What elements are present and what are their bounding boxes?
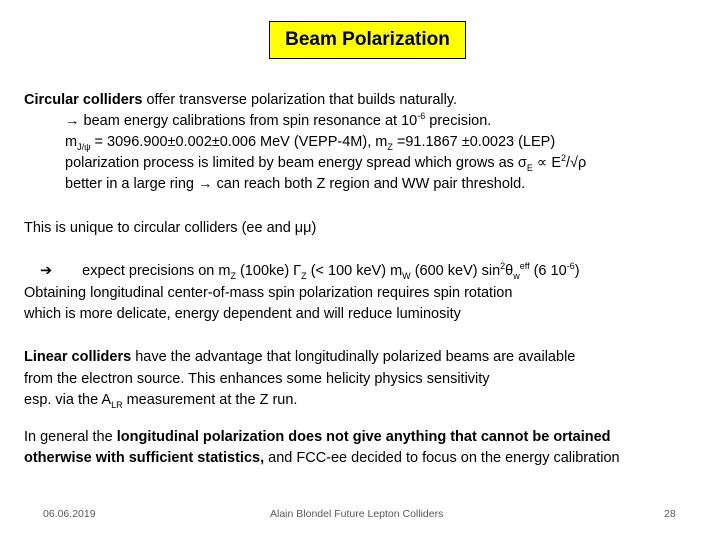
expected-precisions-line: ➔ expect precisions on $m_Z$ (100ke) $\Gamma_Z$ (< 100 keV) $m_W$ (600 keV) $\sin^2\theta_w^{eff}$ (6 $10^{-6}$): [40, 261, 580, 281]
arrow-right-icon: →: [65, 113, 80, 129]
circular-colliders-line: Circular colliders offer transverse polarization that builds naturally.: [24, 92, 458, 108]
electron-source-line: from the electron source. This enhances some helicity physics sensitivity: [24, 371, 490, 387]
general-line-2: otherwise with sufficient statistics, and FCC-ee decided to focus on the energy calibration: [24, 450, 620, 466]
bold-arrow-icon: ➔: [40, 263, 53, 279]
page-number: 28: [664, 508, 676, 520]
footer-author: Alain Blondel Future Lepton Colliders: [270, 508, 444, 520]
mass-precision-line: $m_{J/\psi} = 3096.900\pm 0.002\pm 0.006$ MeV (VEPP-4M), $m_Z =91.1867 \pm 0.0023$ (LEP): [65, 134, 556, 152]
general-line-1: In general the longitudinal polarization does not give anything that cannot be ortained: [24, 429, 611, 445]
unique-circular-line: This is unique to circular colliders (ee and μμ): [24, 220, 317, 236]
calibration-line: → beam energy calibrations from spin resonance at $10^{-6}$ precision.: [65, 111, 492, 129]
energy-spread-line: polarization process is limited by beam energy spread which grows as $\sigma_E \propto E^2/√\rho$: [65, 153, 587, 173]
linear-colliders-line: Linear colliders have the advantage that longitudinally polarized beams are available: [24, 349, 576, 365]
slide-title: Beam Polarization: [269, 21, 466, 59]
alr-measurement-line: esp. via the $A_{LR}$ measurement at the Z run.: [24, 392, 298, 410]
arrow-right-icon: →: [198, 176, 213, 192]
spin-rotation-line: Obtaining longitudinal center-of-mass spin polarization requires spin rotation: [24, 285, 513, 301]
large-ring-line: better in a large ring → can reach both Z region and WW pair threshold.: [65, 176, 526, 192]
luminosity-line: which is more delicate, energy dependent and will reduce luminosity: [24, 306, 461, 322]
footer-date: 06.06.2019: [43, 508, 96, 520]
